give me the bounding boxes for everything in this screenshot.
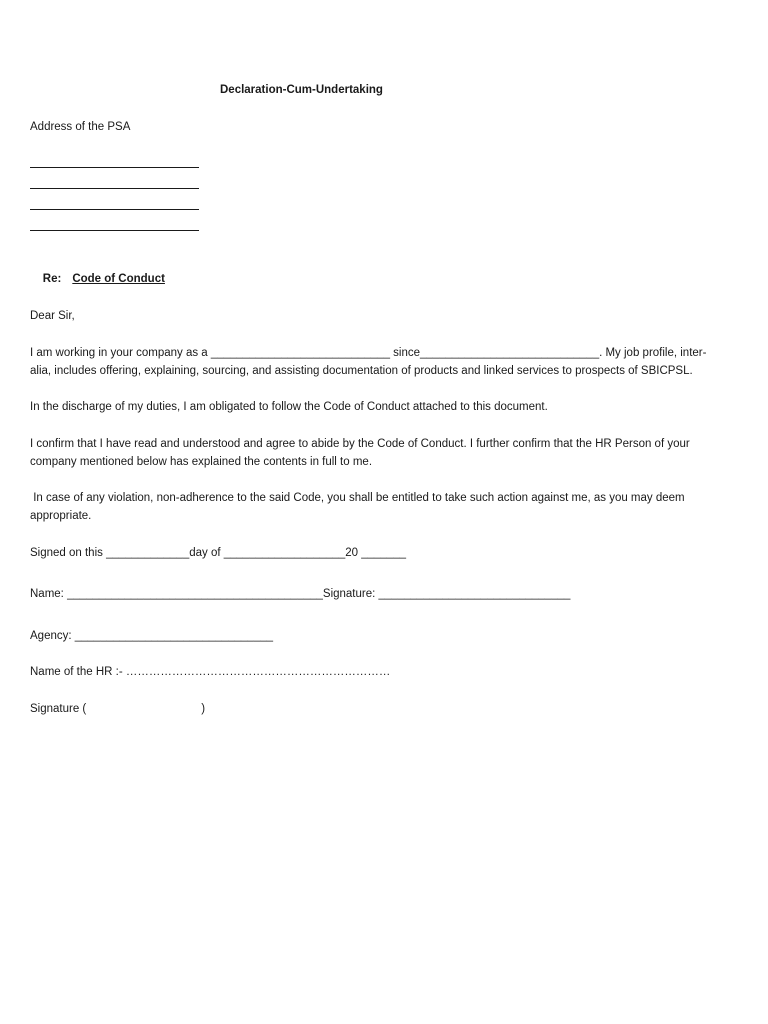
re-label: Re: [42,273,62,285]
address-label: Address of the PSA [30,121,131,133]
salutation: Dear Sir, [30,310,75,322]
paragraph-4-line-2: appropriate. [30,510,92,522]
address-blank-line-3 [30,209,199,210]
re-line [30,252,165,306]
paragraph-3-line-1: I confirm that I have read and understood and agree to abide by the Code of Conduct. I further confirm that the HR Person of your [30,438,690,450]
paragraph-2: In the discharge of my duties, I am obligated to follow the Code of Conduct attached to this document. [30,401,548,413]
address-blank-line-4 [30,230,199,231]
agency-line: Agency: _______________________________ [30,630,274,642]
hr-name-line: Name of the HR :- …………………………………………………………… [30,666,391,678]
address-blank-line-2 [30,188,199,189]
hr-signature-line: Signature ( ) [30,703,206,715]
signed-on-line: Signed on this _____________day of ___________________20 _______ [30,547,407,559]
address-blank-line-1 [30,167,199,168]
paragraph-1-line-1: I am working in your company as a ____________________________ since____________________________. My job profile, inter- [30,347,707,359]
paragraph-3-line-2: company mentioned below has explained the contents in full to me. [30,456,373,468]
paragraph-1-line-2: alia, includes offering, explaining, sourcing, and assisting documentation of products and linked services to prospects of SBICPSL. [30,365,693,377]
document-title: Declaration-Cum-Undertaking [220,84,383,96]
name-signature-line: Name: ________________________________________Signature: ______________________________ [30,588,571,600]
paragraph-4-line-1: In case of any violation, non-adherence to the said Code, you shall be entitled to take such action against me, as you may deem [30,492,685,504]
re-subject: Code of Conduct [72,273,165,285]
